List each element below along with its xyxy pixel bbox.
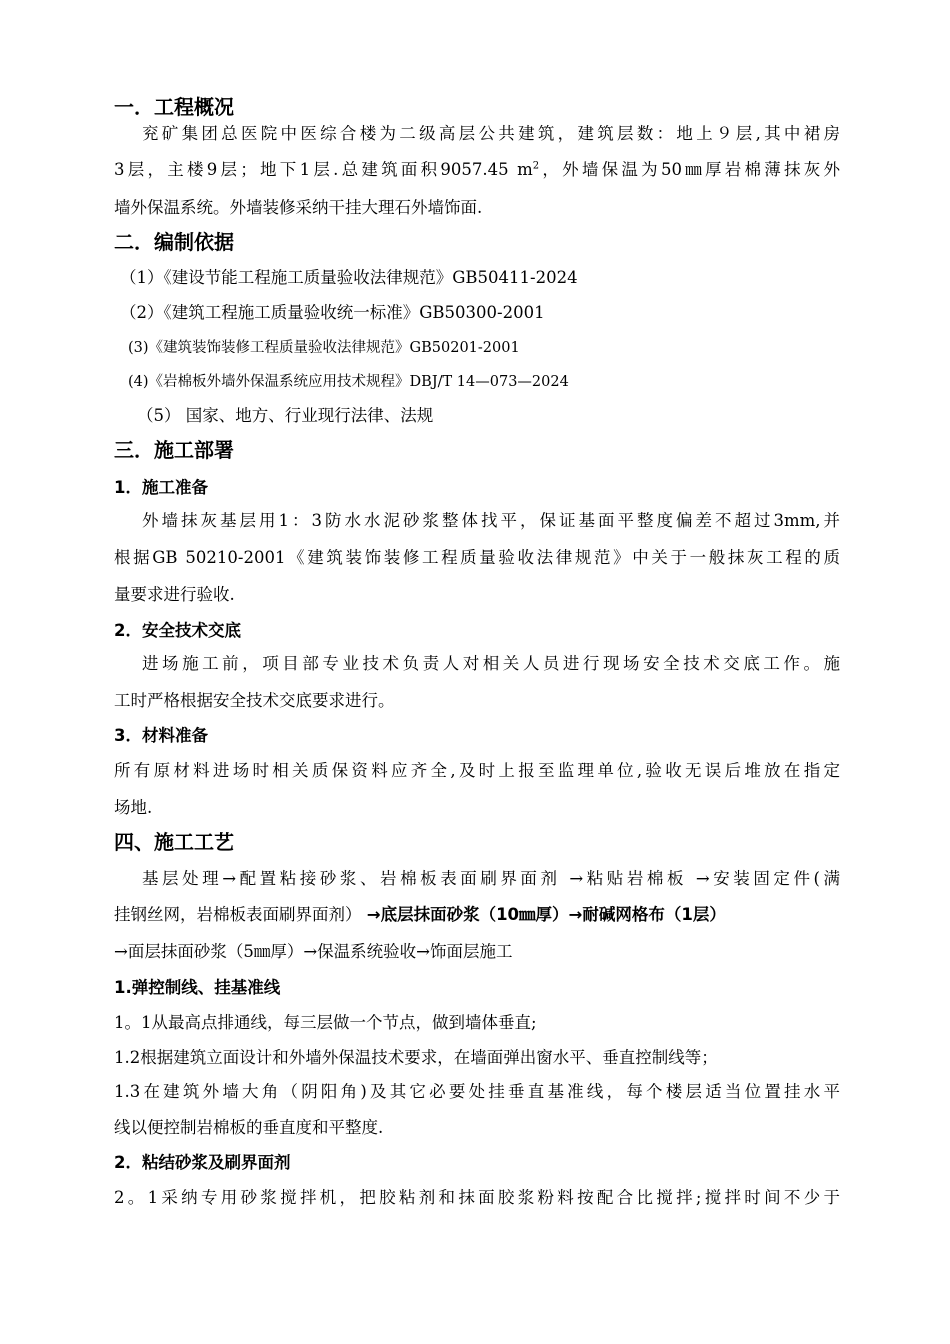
- basis-item-5: （5） 国家、地方、行业现行法律、法规: [137, 406, 434, 425]
- preparation-line-2: 根据GB 50210-2001《建筑装饰装修工程质量验收法律规范》中关于一般抹灰工程的质: [114, 548, 840, 567]
- basis-item-1: （1）《建设节能工程施工质量验收法律规范》GB50411-2024: [120, 268, 578, 287]
- subheading-materials: 3．材料准备: [114, 726, 208, 745]
- subheading-control-lines: 1.弹控制线、挂基准线: [114, 978, 281, 997]
- process-flow-line-2: 挂钢丝网，岩棉板表面刷界面剂） →底层抹面砂浆（10㎜厚）→耐碱网格布（1层）: [114, 905, 726, 924]
- section-heading-basis: 二．编制依据: [114, 230, 234, 254]
- subheading-preparation: 1．施工准备: [114, 478, 208, 497]
- safety-line-2: 工时严格根据安全技术交底要求进行。: [114, 691, 395, 710]
- overview-line-2: 3层，主楼9层；地下1层.总建筑面积9057.45 $m^2$，外墙保温为50㎜厚岩棉薄抹灰外: [114, 160, 840, 179]
- control-lines-item-3: 1.3在建筑外墙大角（阴阳角)及其它必要处挂垂直基准线，每个楼层适当位置挂水平: [114, 1082, 840, 1101]
- section-heading-process: 四、施工工艺: [114, 830, 234, 854]
- control-lines-item-3-cont: 线以便控制岩棉板的垂直度和平整度.: [114, 1118, 384, 1137]
- preparation-line-3: 量要求进行验收.: [114, 585, 235, 604]
- materials-line-1: 所有原材料进场时相关质保资料应齐全,及时上报至监理单位,验收无误后堆放在指定: [114, 761, 840, 780]
- overview-line-3: 墙外保温系统。外墙装修采纳干挂大理石外墙饰面.: [114, 198, 483, 217]
- overview-line-1: 兖矿集团总医院中医综合楼为二级高层公共建筑，建筑层数：地上９层,其中裙房: [142, 124, 840, 143]
- safety-line-1: 进场施工前，项目部专业技术负责人对相关人员进行现场安全技术交底工作。施: [142, 654, 840, 673]
- section-heading-deployment: 三．施工部署: [114, 438, 234, 462]
- preparation-line-1: 外墙抹灰基层用1：3防水水泥砂浆整体找平，保证基面平整度偏差不超过3mm,并: [142, 511, 840, 530]
- basis-item-2: （2）《建筑工程施工质量验收统一标准》GB50300-2001: [120, 303, 545, 322]
- subheading-safety: 2．安全技术交底: [114, 621, 241, 640]
- process-flow-line-3: →面层抹面砂浆（5㎜厚）→保温系统验收→饰面层施工: [114, 942, 513, 961]
- section-heading-overview: 一．工程概况: [114, 95, 234, 119]
- mortar-item-1: 2。1采纳专用砂浆搅拌机，把胶粘剂和抹面胶浆粉料按配合比搅拌;搅拌时间不少于: [114, 1188, 840, 1207]
- basis-item-3: (3)《建筑装饰装修工程质量验收法律规范》GB50201-2001: [128, 340, 520, 356]
- subheading-mortar: 2．粘结砂浆及刷界面剂: [114, 1153, 291, 1172]
- materials-line-2: 场地.: [114, 798, 153, 817]
- control-lines-item-2: 1.2根据建筑立面设计和外墙外保温技术要求，在墙面弹出窗水平、垂直控制线等；: [114, 1048, 718, 1067]
- basis-item-4: (4)《岩棉板外墙外保温系统应用技术规程》DBJ/T 14—073—2024: [128, 374, 569, 390]
- process-flow-line-1: 基层处理→配置粘接砂浆、岩棉板表面刷界面剂 →粘贴岩棉板 →安装固定件(满: [142, 869, 840, 888]
- control-lines-item-1: 1。1从最高点排通线，每三层做一个节点，做到墙体垂直;: [114, 1013, 537, 1032]
